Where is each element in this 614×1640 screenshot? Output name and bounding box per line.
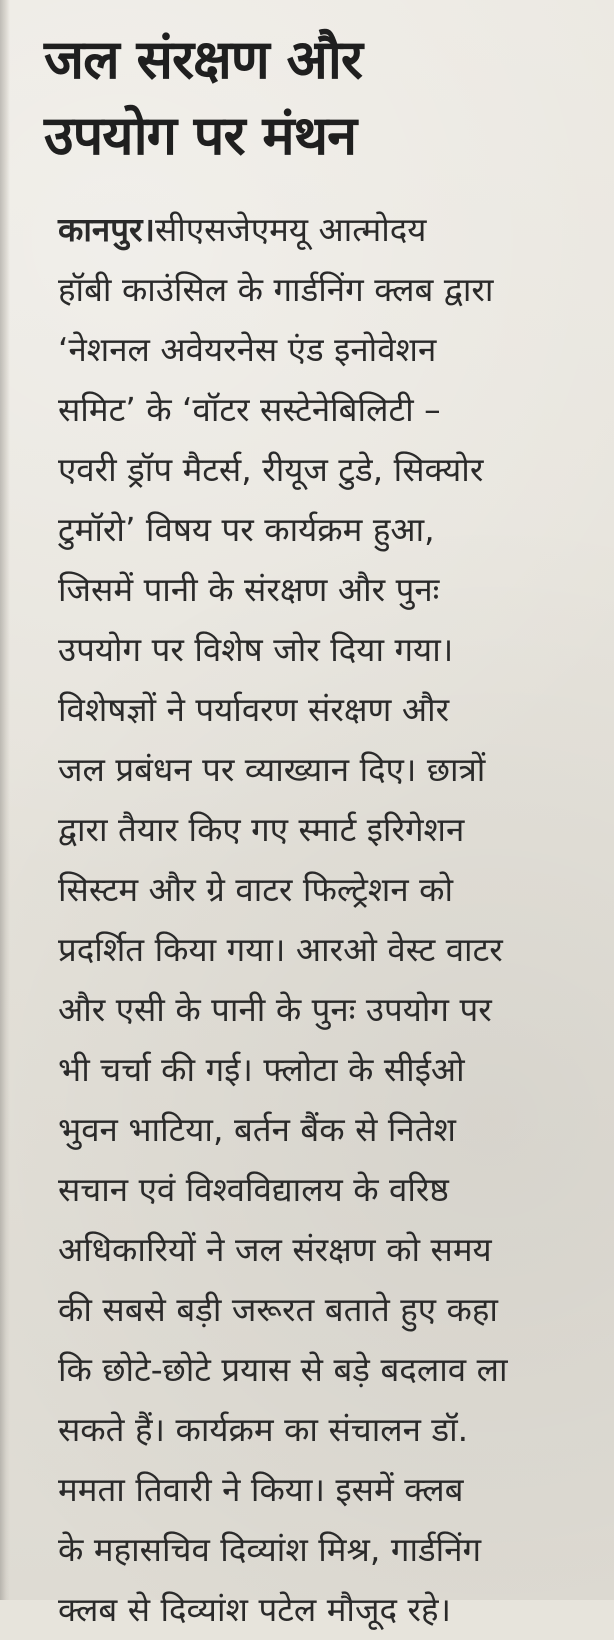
body-line-7: जिसमें पानी के संरक्षण और पुनः [58,570,440,609]
body-line-1 [58,200,578,260]
article-body [58,200,578,1640]
body-line-24: क्लब से दिव्यांश पटेल मौजूद रहे। [58,1590,452,1629]
body-line-15: भी चर्चा की गई। फ्लोटा के सीईओ [58,1050,465,1089]
headline-line-1: जल संरक्षण और [44,28,362,91]
body-line-9: विशेषज्ञों ने पर्यावरण संरक्षण और [58,690,450,729]
body-line-17: सचान एवं विश्वविद्यालय के वरिष्ठ [58,1170,449,1209]
headline-line-2: उपयोग पर मंथन [44,104,357,167]
body-line-19: की सबसे बड़ी जरूरत बताते हुए कहा [58,1290,498,1329]
body-line-10: जल प्रबंधन पर व्याख्यान दिए। छात्रों [58,750,486,789]
body-line-5: एवरी ड्रॉप मैटर्स, रीयूज टुडे, सिक्योर [58,450,484,489]
body-line-2: हॉबी काउंसिल के गार्डनिंग क्लब द्वारा [58,270,494,309]
body-line-21: सकते हैं। कार्यक्रम का संचालन डॉ. [58,1410,469,1449]
body-line-16: भुवन भाटिया, बर्तन बैंक से नितेश [58,1110,456,1149]
body-line-8: उपयोग पर विशेष जोर दिया गया। [58,630,454,669]
body-line-12: सिस्टम और ग्रे वाटर फिल्ट्रेशन को [58,870,454,909]
body-line-22: ममता तिवारी ने किया। इसमें क्लब [58,1470,464,1509]
body-line-18: अधिकारियों ने जल संरक्षण को समय [58,1230,492,1269]
body-line-4: समिट’ के ‘वॉटर सस्टेनेबिलिटी – [58,390,441,429]
body-line-1-text: सीएसजेएमयू आत्मोदय [154,210,427,249]
body-line-14: और एसी के पानी के पुनः उपयोग पर [58,990,492,1029]
body-line-20: कि छोटे-छोटे प्रयास से बड़े बदलाव ला [58,1350,508,1389]
dateline: कानपुर। [58,210,155,249]
body-line-6: टुमॉरो’ विषय पर कार्यक्रम हुआ, [58,510,435,549]
article-headline [44,22,564,174]
paper-fold-edge [0,0,10,1600]
body-line-3: ‘नेशनल अवेयरनेस एंड इनोवेशन [58,330,437,369]
body-line-23: के महासचिव दिव्यांश मिश्र, गार्डनिंग [58,1530,482,1569]
body-line-11: द्वारा तैयार किए गए स्मार्ट इरिगेशन [58,810,465,849]
body-line-13: प्रदर्शित किया गया। आरओ वेस्ट वाटर [58,930,503,969]
